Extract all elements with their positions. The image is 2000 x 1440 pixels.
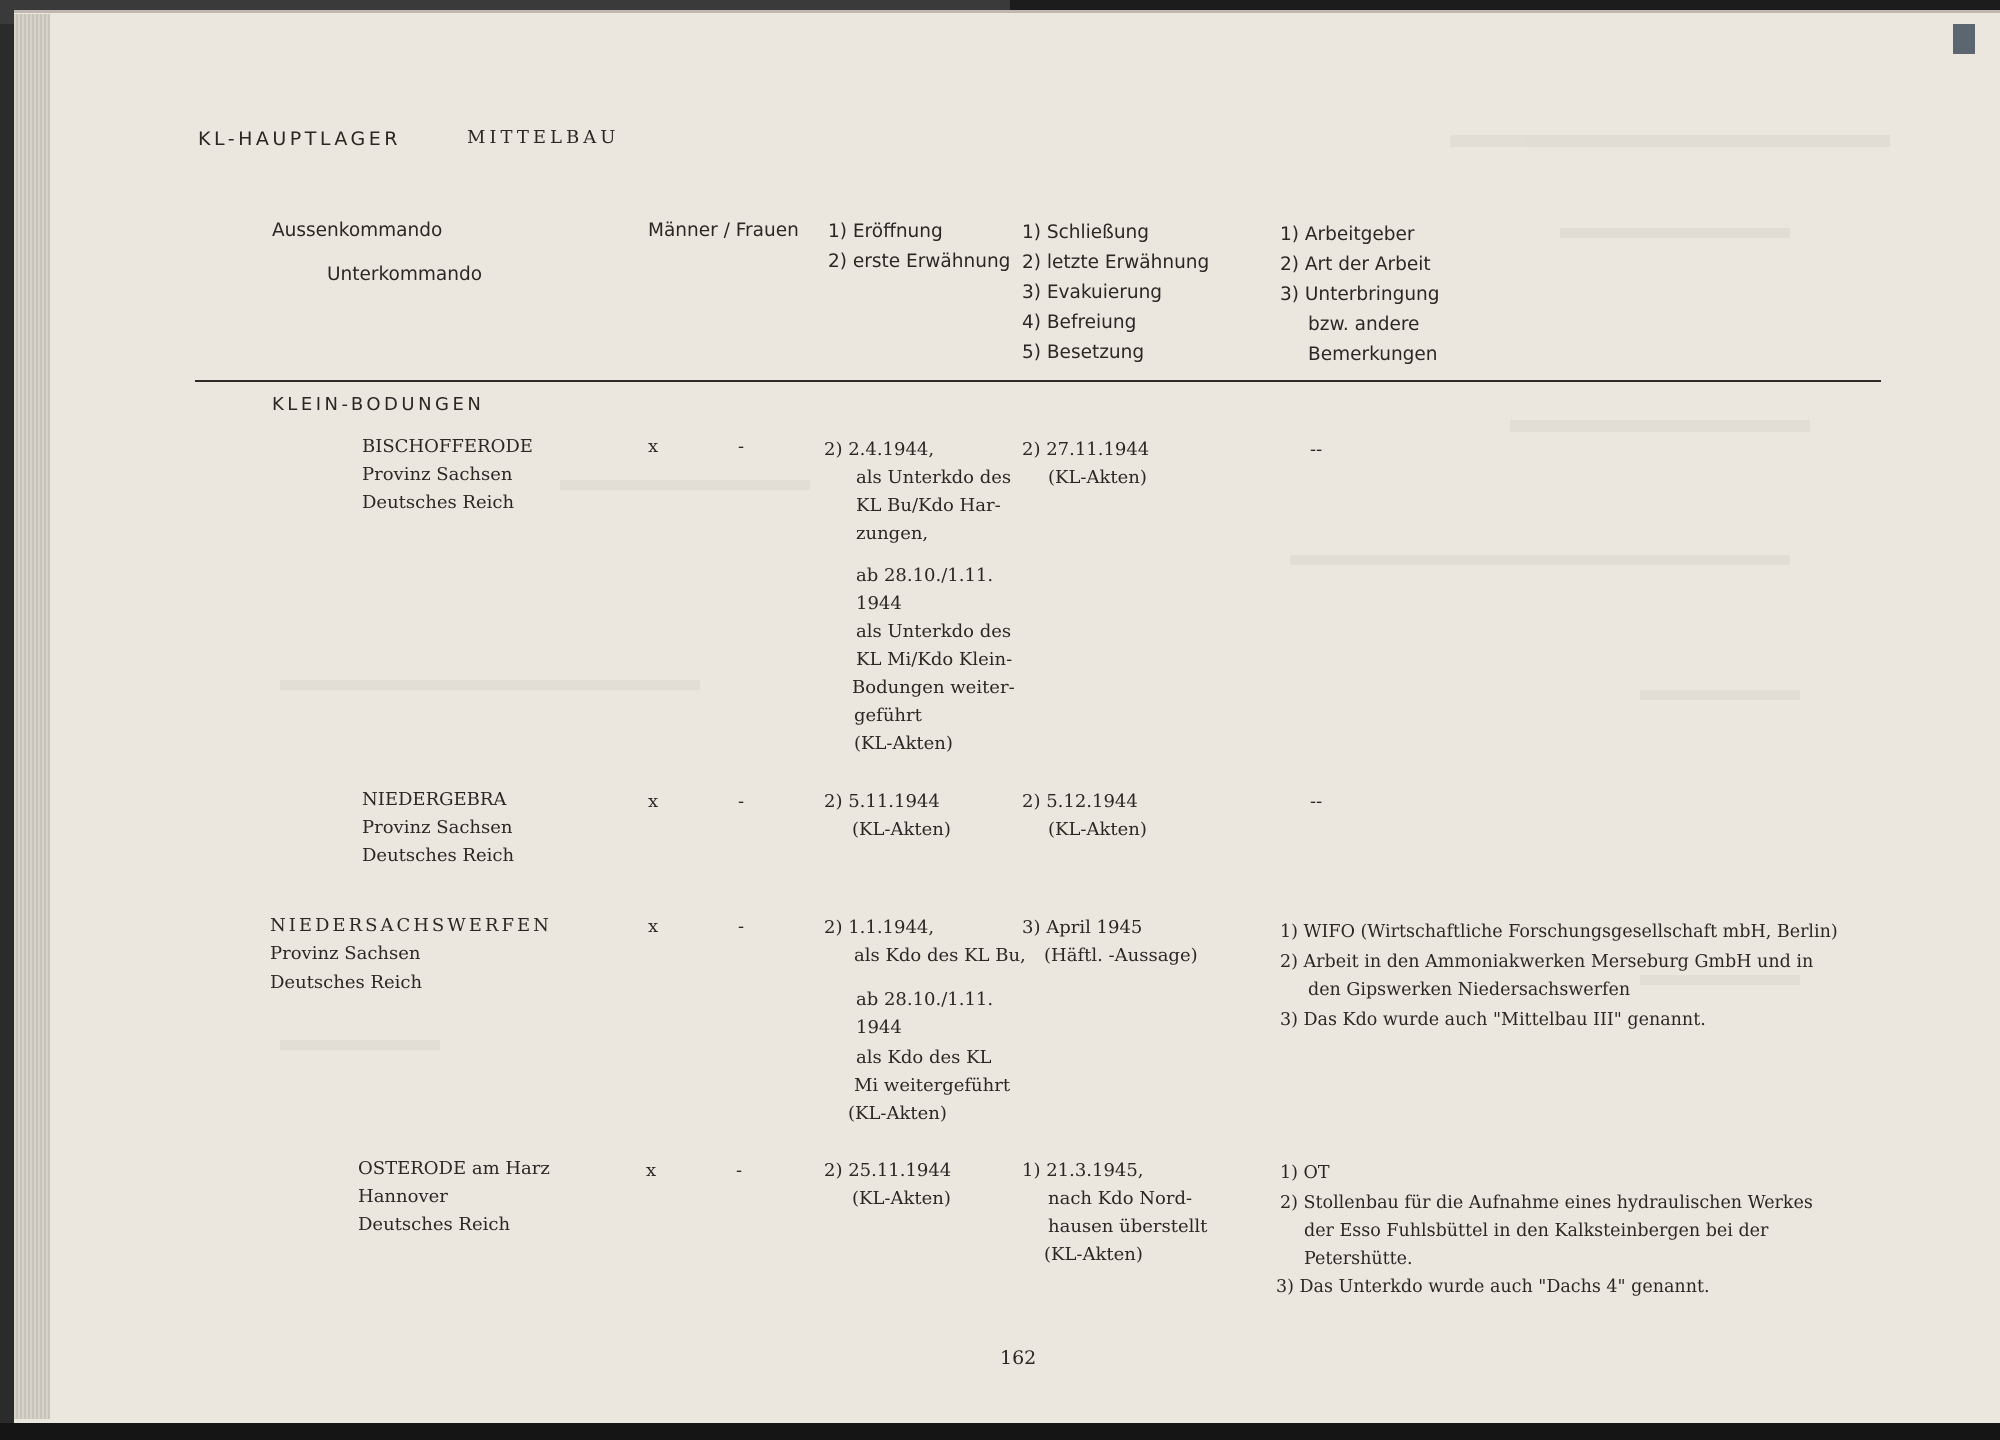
header-aussenkommando: Aussenkommando (272, 220, 443, 241)
place-name: OSTERODE am Harz (358, 1158, 550, 1179)
open-line: (KL-Akten) (848, 1103, 947, 1124)
header-work-2: 2) Art der Arbeit (1280, 254, 1431, 275)
work-line: 1) OT (1280, 1163, 1330, 1183)
open-line: (KL-Akten) (854, 733, 953, 754)
close-line: (Häftl. -Aussage) (1044, 945, 1198, 966)
running-head-right: MITTELBAU (467, 127, 620, 148)
header-close-1: 1) Schließung (1022, 222, 1150, 243)
women-mark: - (736, 1160, 743, 1181)
header-rule (195, 380, 1881, 382)
scanner-tab (1953, 24, 1975, 54)
place-province: Provinz Sachsen (362, 464, 513, 485)
women-mark: - (738, 791, 745, 812)
work-line: 3) Das Unterkdo wurde auch "Dachs 4" genannt. (1276, 1277, 1710, 1297)
work-line: 2) Stollenbau für die Aufnahme eines hydraulischen Werkes (1280, 1193, 1813, 1213)
open-line: 1944 (856, 1017, 902, 1038)
close-line: nach Kdo Nord- (1048, 1188, 1193, 1209)
close-line: hausen überstellt (1048, 1216, 1208, 1237)
header-work-5: Bemerkungen (1308, 344, 1438, 365)
close-line: 3) April 1945 (1022, 917, 1143, 938)
women-mark: - (738, 916, 745, 937)
open-line: ab 28.10./1.11. (856, 565, 994, 586)
place-province: Provinz Sachsen (362, 817, 513, 838)
open-line: (KL-Akten) (852, 1188, 951, 1209)
header-work-3: 3) Unterbringung (1280, 284, 1440, 305)
page-edge-stack (14, 14, 50, 1419)
header-unterkommando: Unterkommando (327, 264, 483, 285)
place-country: Deutsches Reich (270, 972, 423, 993)
header-work-4: bzw. andere (1308, 314, 1420, 335)
open-line: Bodungen weiter- (852, 677, 1015, 698)
close-line: 1) 21.3.1945, (1022, 1160, 1144, 1181)
section-heading: KLEIN-BODUNGEN (272, 394, 485, 415)
place-country: Deutsches Reich (362, 845, 515, 866)
work-line: 1) WIFO (Wirtschaftliche Forschungsgesellschaft mbH, Berlin) (1280, 922, 1838, 942)
scan-bottom-band (0, 1423, 2000, 1440)
place-province: Provinz Sachsen (270, 943, 421, 964)
place-name: NIEDERGEBRA (362, 789, 507, 810)
men-mark: x (648, 916, 659, 937)
header-open-2: 2) erste Erwähnung (828, 251, 1011, 272)
work-line: -- (1310, 791, 1323, 812)
open-line: ab 28.10./1.11. (856, 989, 994, 1010)
open-line: geführt (854, 705, 922, 726)
work-line: 2) Arbeit in den Ammoniakwerken Merseburg GmbH und in (1280, 952, 1814, 972)
men-mark: x (648, 791, 659, 812)
header-close-3: 3) Evakuierung (1022, 282, 1163, 303)
open-line: zungen, (856, 523, 929, 544)
header-maenner-frauen: Männer / Frauen (648, 220, 799, 241)
open-line: KL Bu/Kdo Har- (856, 495, 1001, 516)
work-line: der Esso Fuhlsbüttel in den Kalksteinbergen bei der (1304, 1221, 1769, 1241)
section-heading: NIEDERSACHSWERFEN (270, 915, 552, 936)
page-number: 162 (1000, 1347, 1037, 1369)
open-line: KL Mi/Kdo Klein- (856, 649, 1013, 670)
header-close-2: 2) letzte Erwähnung (1022, 252, 1210, 273)
place-province: Hannover (358, 1186, 448, 1207)
open-line: als Kdo des KL (856, 1047, 992, 1068)
open-line: als Unterkdo des (856, 467, 1012, 488)
header-close-5: 5) Besetzung (1022, 342, 1145, 363)
open-line: 2) 5.11.1944 (824, 791, 940, 812)
men-mark: x (648, 436, 659, 457)
open-line: (KL-Akten) (852, 819, 951, 840)
header-close-4: 4) Befreiung (1022, 312, 1137, 333)
place-country: Deutsches Reich (358, 1214, 511, 1235)
close-line: (KL-Akten) (1048, 467, 1147, 488)
work-line: 3) Das Kdo wurde auch "Mittelbau III" genannt. (1280, 1010, 1706, 1030)
open-line: 2) 25.11.1944 (824, 1160, 952, 1181)
work-line: Petershütte. (1304, 1249, 1413, 1269)
open-line: Mi weitergeführt (854, 1075, 1011, 1096)
header-work-1: 1) Arbeitgeber (1280, 224, 1415, 245)
work-line: -- (1310, 439, 1323, 460)
header-open-1: 1) Eröffnung (828, 221, 943, 242)
women-mark: - (738, 436, 745, 457)
place-country: Deutsches Reich (362, 492, 515, 513)
place-name: BISCHOFFERODE (362, 436, 533, 457)
close-line: (KL-Akten) (1044, 1244, 1143, 1265)
open-line: als Kdo des KL Bu, (854, 945, 1026, 966)
open-line: 2) 2.4.1944, (824, 439, 935, 460)
work-line: den Gipswerken Niedersachswerfen (1308, 980, 1631, 1000)
close-line: 2) 27.11.1944 (1022, 439, 1150, 460)
close-line: 2) 5.12.1944 (1022, 791, 1138, 812)
open-line: 1944 (856, 593, 902, 614)
men-mark: x (646, 1160, 657, 1181)
running-head-left: KL-HAUPTLAGER (198, 128, 401, 150)
open-line: als Unterkdo des (856, 621, 1012, 642)
open-line: 2) 1.1.1944, (824, 917, 935, 938)
close-line: (KL-Akten) (1048, 819, 1147, 840)
